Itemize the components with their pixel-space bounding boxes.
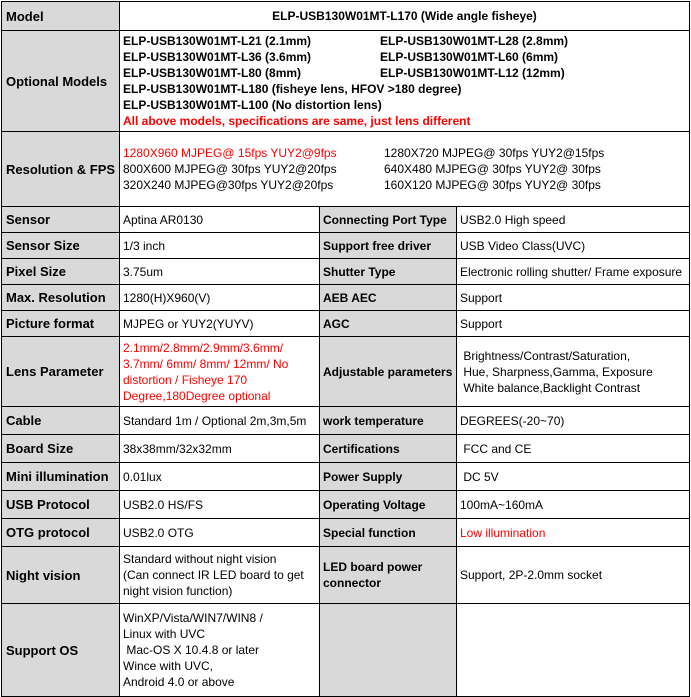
label-special-function: Special function — [320, 519, 457, 547]
usb-protocol-value: USB2.0 HS/FS — [120, 491, 320, 519]
row-cable — [2, 407, 690, 435]
label-support-os: Support OS — [2, 604, 120, 697]
model-option: ELP-USB130W01MT-L28 (2.8mm) — [380, 34, 569, 48]
row-sensor-size — [2, 233, 690, 259]
label-night-vision: Night vision — [2, 547, 120, 604]
work-temperature-value: DEGREES(-20~70) — [457, 407, 690, 435]
row-resolution — [2, 132, 690, 207]
os-line: Linux with UVC — [123, 627, 206, 641]
special-function-value: Low illumination — [457, 519, 690, 547]
label-max-resolution: Max. Resolution — [2, 285, 120, 311]
max-resolution-value: 1280(H)X960(V) — [120, 285, 320, 311]
lens-line: distortion / Fisheye 170 — [123, 372, 248, 387]
row-otg-protocol — [2, 519, 690, 547]
picture-format-value: MJPEG or YUY2(YUYV) — [120, 311, 320, 337]
resolution-item: 640X480 MJPEG@ 30fps YUY2@ 30fps — [384, 162, 601, 176]
support-os-value — [120, 604, 320, 697]
row-board-size — [2, 435, 690, 463]
model-value: ELP-USB130W01MT-L170 (Wide angle fisheye) — [120, 2, 690, 31]
resolution-list — [120, 132, 690, 207]
label-agc: AGC — [320, 311, 457, 337]
label-resolution: Resolution & FPS — [2, 132, 120, 207]
label-usb-protocol: USB Protocol — [2, 491, 120, 519]
row-picture-format — [2, 311, 690, 337]
label-lens: Lens Parameter — [2, 337, 120, 407]
label-picture-format: Picture format — [2, 311, 120, 337]
lens-line: Degree,180Degree optional — [123, 388, 271, 403]
label-shutter: Shutter Type — [320, 259, 457, 285]
certifications-value: FCC and CE — [457, 435, 690, 463]
led-connector-value: Support, 2P-2.0mm socket — [457, 547, 690, 604]
model-option: ELP-USB130W01MT-L12 (12mm) — [380, 66, 565, 80]
os-line: Wince with UVC, — [123, 659, 214, 673]
port-value: USB2.0 High speed — [457, 207, 690, 233]
lens-value — [120, 337, 320, 407]
operating-voltage-value: 100mA~160mA — [457, 491, 690, 519]
cable-value: Standard 1m / Optional 2m,3m,5m — [120, 407, 320, 435]
adjustable-line: Brightness/Contrast/Saturation, — [460, 348, 631, 363]
led-label-line: connector — [323, 576, 382, 590]
lens-line: 2.1mm/2.8mm/2.9mm/3.6mm/ — [123, 340, 284, 355]
empty-cell — [457, 604, 690, 697]
night-vision-line: Standard without night vision — [123, 552, 277, 566]
resolution-item: 320X240 MJPEG@30fps YUY2@20fps — [123, 178, 334, 192]
adjustable-value — [457, 337, 690, 407]
resolution-item: 160X120 MJPEG@ 30fps YUY2@ 30fps — [384, 178, 601, 192]
row-model — [2, 2, 690, 31]
label-aeb: AEB AEC — [320, 285, 457, 311]
label-otg-protocol: OTG protocol — [2, 519, 120, 547]
label-work-temperature: work temperature — [320, 407, 457, 435]
model-option: ELP-USB130W01MT-L36 (3.6mm) — [123, 50, 312, 64]
lens-line: 3.7mm/ 6mm/ 8mm/ 12mm/ No — [123, 356, 289, 371]
pixel-size-value: 3.75um — [120, 259, 320, 285]
os-line: Mac-OS X 10.4.8 or later — [123, 643, 260, 657]
label-sensor: Sensor — [2, 207, 120, 233]
label-pixel-size: Pixel Size — [2, 259, 120, 285]
label-certifications: Certifications — [320, 435, 457, 463]
led-label-line: LED board power — [323, 560, 423, 574]
model-option: ELP-USB130W01MT-L80 (8mm) — [123, 66, 302, 80]
board-size-value: 38x38mm/32x32mm — [120, 435, 320, 463]
label-power-supply: Power Supply — [320, 463, 457, 491]
resolution-item: 1280X720 MJPEG@ 30fps YUY2@15fps — [384, 146, 605, 160]
label-adjustable: Adjustable parameters — [320, 337, 457, 407]
model-option: ELP-USB130W01MT-L180 (fisheye lens, HFOV >180 degree) — [123, 82, 462, 96]
resolution-item: 1280X960 MJPEG@ 15fps YUY2@9fps — [123, 146, 337, 160]
mini-illumination-value: 0.01lux — [120, 463, 320, 491]
aeb-value: Support — [457, 285, 690, 311]
night-vision-line: night vision function) — [123, 584, 233, 598]
label-cable: Cable — [2, 407, 120, 435]
model-option: ELP-USB130W01MT-L21 (2.1mm) — [123, 34, 312, 48]
otg-protocol-value: USB2.0 OTG — [120, 519, 320, 547]
night-vision-line: (Can connect IR LED board to get — [123, 568, 304, 582]
row-optional-models — [2, 31, 690, 132]
label-port: Connecting Port Type — [320, 207, 457, 233]
row-night-vision — [2, 547, 690, 604]
row-usb-protocol — [2, 491, 690, 519]
label-led-connector — [320, 547, 457, 604]
label-board-size: Board Size — [2, 435, 120, 463]
label-mini-illumination: Mini illumination — [2, 463, 120, 491]
spec-table — [1, 1, 690, 697]
sensor-value: Aptina AR0130 — [120, 207, 320, 233]
adjustable-line: Hue, Sharpness,Gamma, Exposure — [460, 364, 653, 379]
os-line: WinXP/Vista/WIN7/WIN8 / — [123, 611, 263, 625]
night-vision-value — [120, 547, 320, 604]
label-driver: Support free driver — [320, 233, 457, 259]
label-sensor-size: Sensor Size — [2, 233, 120, 259]
models-note: All above models, specifications are same, just lens different — [123, 114, 471, 128]
row-lens — [2, 337, 690, 407]
empty-cell — [320, 604, 457, 697]
agc-value: Support — [457, 311, 690, 337]
row-max-resolution — [2, 285, 690, 311]
optional-models-list — [120, 31, 690, 132]
os-line: Android 4.0 or above — [123, 675, 235, 689]
label-optional-models: Optional Models — [2, 31, 120, 132]
row-mini-illumination — [2, 463, 690, 491]
shutter-value: Electronic rolling shutter/ Frame exposure — [457, 259, 690, 285]
row-support-os — [2, 604, 690, 697]
row-sensor — [2, 207, 690, 233]
driver-value: USB Video Class(UVC) — [457, 233, 690, 259]
model-option: ELP-USB130W01MT-L60 (6mm) — [380, 50, 559, 64]
label-model: Model — [2, 2, 120, 31]
adjustable-line: White balance,Backlight Contrast — [460, 380, 641, 395]
model-option: ELP-USB130W01MT-L100 (No distortion lens) — [123, 98, 382, 112]
sensor-size-value: 1/3 inch — [120, 233, 320, 259]
power-supply-value: DC 5V — [457, 463, 690, 491]
label-operating-voltage: Operating Voltage — [320, 491, 457, 519]
resolution-item: 800X600 MJPEG@ 30fps YUY2@20fps — [123, 162, 337, 176]
row-pixel-size — [2, 259, 690, 285]
